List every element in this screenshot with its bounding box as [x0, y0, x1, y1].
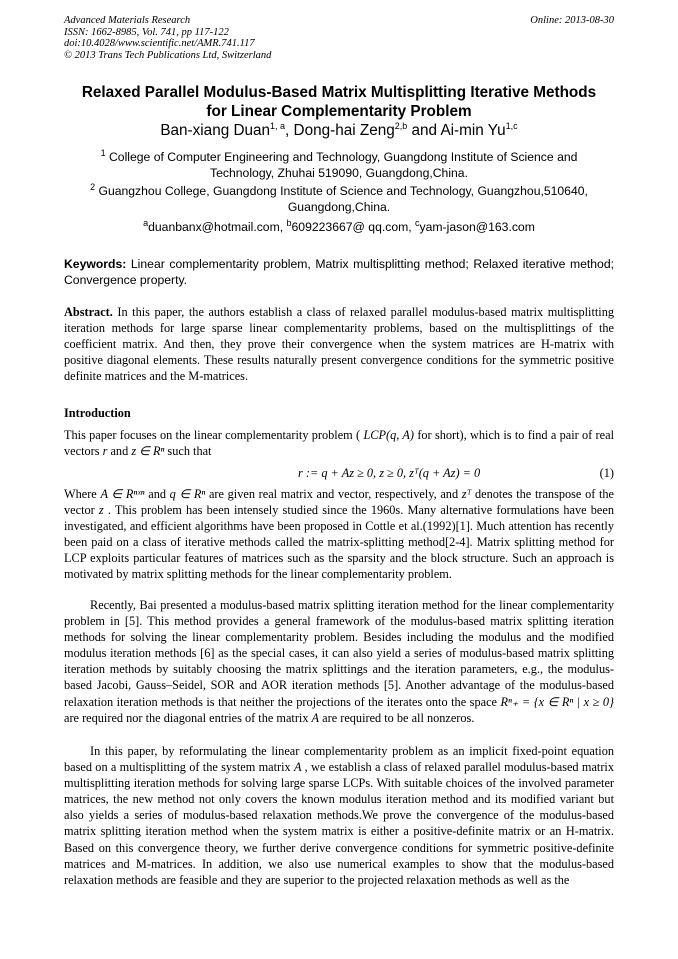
equation-number: (1): [599, 466, 614, 480]
text-run: are given real matrix and vector, respectively, and: [208, 487, 462, 501]
author-separator: ,: [285, 122, 294, 139]
math-inline: z ∈ Rⁿ: [131, 444, 168, 459]
journal-name: Advanced Materials Research: [64, 15, 191, 26]
text-run: such that: [167, 444, 212, 459]
journal-header: [64, 15, 424, 61]
title-line-1: Relaxed Parallel Modulus-Based Matrix Multisplitting Iterative Methods: [81, 84, 597, 101]
issn-line: ISSN: 1662-8985, Vol. 741, pp 117-122: [64, 26, 229, 38]
email-a-sup: a: [143, 217, 149, 228]
text-run: Recently, Bai presented a modulus-based matrix splitting iteration method for the linear complementarity problem in [5]. This method provides a general framework of the modulus-based matrix splitting iteration methods for solving the linear complementarity problem. Besides including the modulus and the modified modulus iteration methods [6] as the special cases, it can also yield a series of modulus-based matrix splitting iteration methods by suitably choosing the matrix splittings and the iteration parameters, e.g., the modulus-based Jacobi, Gauss–Seidel, SOR and AOR iteration methods [5]. Another advantage of the modulus-based relaxation iteration methods is that neither the projections of the iterates onto the space: [64, 598, 614, 709]
math-inline: A: [294, 760, 305, 775]
doi-line: doi:10.4028/www.scientific.net/AMR.741.117: [64, 38, 255, 49]
author-2: Dong-hai Zeng: [293, 122, 395, 139]
text-run: . This problem has been intensely studied since the 1960s. Many alternative formulations have been investigated, and efficient algorithms have been proposed in Cottle et al.(1992)[1]. Much attention has recently been paid on a class of iterative methods called the matrix-splitting method[2-4]. Matrix splitting method for LCP exploits particular features of matrices such as the sparsity and the block structure. Such an approach is motivated by matrix splitting methods for the linear complementarity problem.: [64, 503, 614, 582]
email-a: duanbanx@hotmail.com,: [148, 220, 287, 234]
math-inline: LCP(q, A): [360, 428, 418, 442]
author-1-sup: 1, a: [270, 120, 286, 131]
math-inline: r: [102, 444, 111, 459]
online-date: Online: 2013-08-30: [530, 15, 614, 26]
text-run: This paper focuses on the linear complementarity problem (: [64, 428, 361, 442]
author-separator: and: [407, 122, 441, 139]
intro-paragraph-3: [64, 597, 614, 726]
text-run: for short), which is to find a pair of real vectors: [64, 428, 614, 459]
author-2-sup: 2,b: [394, 120, 408, 131]
keywords-text: Linear complementarity problem, Matrix multisplitting method; Relaxed iterative method; Convergence property.: [64, 257, 614, 287]
paper-title: [64, 83, 614, 121]
equation-body: r := q + Az ≥ 0, z ≥ 0, zᵀ(q + Az) = 0: [298, 466, 481, 480]
intro-paragraph-2: [64, 486, 614, 583]
text-run: and: [110, 444, 132, 459]
math-inline: Rⁿ₊ = {x ∈ Rⁿ | x ≥ 0}: [500, 694, 614, 709]
copyright-line: © 2013 Trans Tech Publications Ltd, Switzerland: [64, 49, 272, 61]
abstract: [64, 304, 614, 384]
author-emails: [64, 219, 614, 235]
email-c: yam-jason@163.com: [419, 220, 535, 234]
email-b: 609223667@ qq.com,: [291, 220, 416, 234]
author-3: Ai-min Yu: [440, 122, 506, 139]
affiliation-1-line-2: Technology, Zhuhai 519090, Guangdong,China.: [210, 166, 468, 180]
equation-1: [64, 466, 614, 482]
author-1: Ban-xiang Duan: [160, 122, 271, 139]
affiliation-2-line-1: Guangzhou College, Guangdong Institute of Science and Technology, Guangzhou,510640,: [95, 184, 588, 198]
abstract-text: In this paper, the authors establish a class of relaxed parallel modulus-based matrix multisplitting iteration methods for large sparse linear complementarity problems, based on the multisplittings of the coefficient matrix. And then, they prove their convergence when the system matrices are H-matrix with positive diagonal elements. These results naturally present convergence conditions for the symmetric positive definite matrices and the M-matrices.: [64, 305, 614, 384]
title-line-2: for Linear Complementarity Problem: [206, 103, 472, 120]
math-inline: z: [98, 503, 108, 518]
affiliation-2-number: 2: [90, 181, 96, 192]
text-run: are required to be all nonzeros.: [319, 710, 475, 725]
math-inline: q ∈ Rⁿ: [169, 487, 209, 501]
affiliation-1-line-1: College of Computer Engineering and Technology, Guangdong Institute of Science and: [105, 150, 578, 164]
text-run: In this paper, by reformulating the linear complementarity problem as an implicit fixed-point equation based on a multisplitting of the system matrix: [64, 744, 614, 775]
author-3-sup: 1,c: [505, 120, 518, 131]
abstract-label: Abstract.: [64, 305, 113, 319]
intro-paragraph-4: [64, 743, 614, 888]
text-run: denotes the transpose of the vector: [64, 487, 615, 518]
keywords-label: Keywords:: [64, 257, 127, 271]
section-heading-introduction: Introduction: [64, 406, 131, 420]
math-inline: A: [311, 710, 320, 725]
affiliation-2-line-2: Guangdong,China.: [287, 200, 391, 214]
text-run: , we establish a class of relaxed parallel modulus-based matrix multisplitting iteration methods for solving large sparse LCPs. With suitable choices of the involved parameter matrices, the new method not only covers the known modulus iteration method and its modified variant but also yields a series of modulus-based relaxation methods.We prove the convergence of the modulus-based matrix splitting iteration method when the system matrix is either a positive-definite matrix or an H-matrix. Based on this convergence theory, we further derive convergence conditions for symmetric positive-definite matrices and M-matrices. In addition, we also use numerical examples to show that the modulus-based relaxation methods are feasible and they are superior to the projected relaxation methods as well as the: [64, 760, 614, 887]
intro-paragraph-1: [64, 427, 614, 459]
text-run: are required nor the diagonal entries of the matrix: [64, 710, 312, 725]
text-run: Where: [64, 487, 101, 501]
email-b-sup: b: [286, 217, 292, 228]
author-list: [64, 121, 614, 140]
keywords: [64, 256, 614, 288]
affiliation-1: [64, 149, 614, 181]
math-inline: A ∈ Rⁿˣⁿ: [100, 487, 149, 501]
text-run: and: [148, 487, 170, 501]
email-c-sup: c: [415, 217, 420, 228]
affiliation-2: [64, 183, 614, 215]
math-inline: zᵀ: [461, 487, 475, 501]
affiliation-1-number: 1: [100, 147, 106, 158]
